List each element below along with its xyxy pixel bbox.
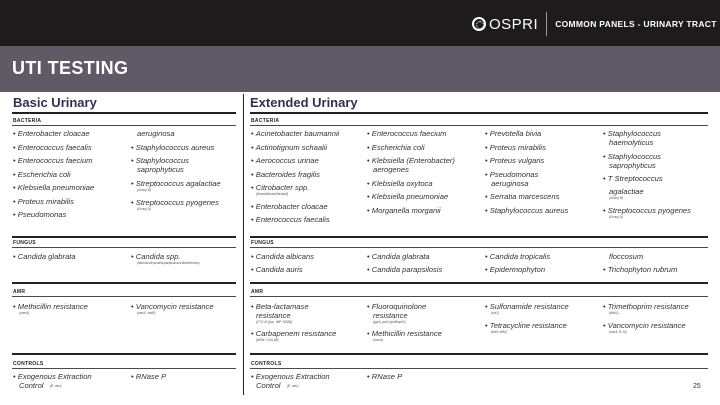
list-item: • Escherichia coli <box>367 143 425 152</box>
list-item: • Escherichia coli <box>13 170 71 179</box>
extended-controls-rule <box>250 368 708 369</box>
list-item: • Vancomycin resistance <box>603 321 686 330</box>
extended-fungus-label: FUNGUS <box>251 240 274 246</box>
item-note: (vanA, B, M) <box>609 330 627 334</box>
list-item: • Epidermophyton <box>485 265 545 274</box>
list-item: • Enterococcus faecalis <box>251 215 330 224</box>
list-item: • Staphylococcus aureus <box>131 143 214 152</box>
list-item-continuation: Control <box>256 381 281 390</box>
title-bar <box>0 46 720 92</box>
basic-fungus-label: FUNGUS <box>13 240 36 246</box>
item-note: (Group A) <box>137 207 151 211</box>
list-item: • Streptococcus pyogenes <box>603 206 691 215</box>
item-note: (CTX-M (kpc, IMP, NDM)) <box>256 320 293 324</box>
list-item: • Sulfonamide resistance <box>485 302 569 311</box>
item-note: (vanA, vanB) <box>137 311 156 315</box>
list-item: • Actinotignum schaalii <box>251 143 327 152</box>
basic-controls-top-rule <box>12 353 236 355</box>
list-item: • Candida albicans <box>251 252 314 261</box>
list-item-continuation: Control <box>19 381 44 390</box>
panel-title: COMMON PANELS - URINARY TRACT <box>555 19 717 29</box>
list-item-continuation: resistance <box>256 311 291 320</box>
list-item: • Methicillin resistance <box>13 302 88 311</box>
list-item-continuation: agalactiae <box>609 187 644 196</box>
basic-controls-rule <box>12 368 236 369</box>
item-note: (Group B) <box>609 196 623 200</box>
list-item-continuation: aeruginosa <box>491 179 529 188</box>
list-item: • Streptococcus pyogenes <box>131 198 219 207</box>
top-bar <box>0 0 720 46</box>
list-item: • Candida auris <box>251 265 303 274</box>
list-item-continuation: saprophyticus <box>609 161 656 170</box>
basic-fungus-rule <box>12 247 236 248</box>
list-item: • Acinetobacter baumannii <box>251 129 339 138</box>
list-item: • Candida parapsilosis <box>367 265 442 274</box>
list-item: • Pseudomonas <box>13 210 66 219</box>
list-item-continuation: floccosum <box>609 252 644 261</box>
basic-bacteria-label: BACTERIA <box>13 118 42 124</box>
extended-bacteria-rule <box>250 125 708 126</box>
item-note: (freundii/koseri/braakii) <box>256 192 289 196</box>
item-note: (B. atro) <box>50 384 62 388</box>
brand <box>472 14 717 34</box>
list-item-continuation: aeruginosa <box>137 129 175 138</box>
list-item: • Serratia marcescens <box>485 192 559 201</box>
extended-fungus-rule <box>250 247 708 248</box>
basic-amr-rule <box>12 296 236 297</box>
header-divider <box>546 12 547 36</box>
basic-bacteria-rule <box>12 125 236 126</box>
list-item: • Proteus vulgaris <box>485 156 544 165</box>
list-item: • Methicillin resistance <box>367 329 442 338</box>
list-item-continuation: haemolyticus <box>609 138 654 147</box>
list-item: • Pseudomonas <box>485 170 538 179</box>
list-item: • Vancomycin resistance <box>131 302 214 311</box>
list-item: • Candida glabrata <box>13 252 76 261</box>
item-note: (gyrA, parC/qnrB/qnrS) <box>373 320 406 324</box>
item-note: (tetA, tetM) <box>491 330 507 334</box>
item-note: (sul1) <box>491 311 499 315</box>
list-item: • Bacteroides fragilis <box>251 170 320 179</box>
item-note: (B. atro) <box>287 384 299 388</box>
extended-amr-rule <box>250 296 708 297</box>
list-item: • RNase P <box>367 372 402 381</box>
item-note: (dfrA1) <box>609 311 619 315</box>
list-item: • Streptococcus agalactiae <box>131 179 221 188</box>
item-note: (mecA) <box>19 311 30 315</box>
extended-heading-rule <box>250 112 708 114</box>
list-item: • Klebsiella (Enterobacter) <box>367 156 455 165</box>
basic-fungus-top-rule <box>12 236 236 238</box>
page-number: 25 <box>693 383 701 390</box>
extended-heading: Extended Urinary <box>250 95 358 110</box>
list-item: • Prevotella bivia <box>485 129 541 138</box>
list-item: • Candida tropicalis <box>485 252 550 261</box>
list-item: • Enterococcus faecium <box>367 129 447 138</box>
list-item: • Proteus mirabilis <box>13 197 74 206</box>
extended-amr-label: AMR <box>251 289 264 295</box>
list-item: • Enterococcus faecium <box>13 156 93 165</box>
list-item: • Staphylococcus <box>603 152 661 161</box>
brand-name: OSPRI <box>489 15 539 33</box>
list-item: • Enterobacter cloacae <box>13 129 90 138</box>
ospri-logo-icon <box>472 17 486 31</box>
list-item: • Klebsiella pneumoniae <box>367 192 448 201</box>
list-item: • Enterococcus faecalis <box>13 143 92 152</box>
basic-heading-rule <box>12 112 236 114</box>
extended-controls-label: CONTROLS <box>251 361 282 367</box>
list-item: • T Streptococcus <box>603 174 663 183</box>
column-divider <box>243 94 244 395</box>
item-note: (Group B) <box>137 188 151 192</box>
extended-fungus-top-rule <box>250 236 708 238</box>
list-item: • Carbapenem resistance <box>251 329 336 338</box>
list-item: • Trichophyton rubrum <box>603 265 677 274</box>
list-item: • Enterobacter cloacae <box>251 202 328 211</box>
list-item: • Candida spp. <box>131 252 181 261</box>
item-note: (Group A) <box>609 215 623 219</box>
item-note: (albicans/tropicalis/parapsilosis/dubliniensis) <box>137 261 200 265</box>
list-item: • RNase P <box>131 372 166 381</box>
list-item: • Exogenous Extraction <box>251 372 330 381</box>
list-item-continuation: aerogenes <box>373 165 409 174</box>
extended-controls-top-rule <box>250 353 708 355</box>
list-item: • Proteus mirabilis <box>485 143 546 152</box>
list-item: • Trimethoprim resistance <box>603 302 689 311</box>
item-note: (NDM, OXA-48) <box>256 338 279 342</box>
basic-controls-label: CONTROLS <box>13 361 44 367</box>
list-item: • Exogenous Extraction <box>13 372 92 381</box>
list-item: • Beta-lactamase <box>251 302 309 311</box>
list-item: • Staphylococcus aureus <box>485 206 568 215</box>
list-item: • Staphylococcus <box>603 129 661 138</box>
extended-bacteria-label: BACTERIA <box>251 118 280 124</box>
list-item-continuation: resistance <box>373 311 408 320</box>
list-item-continuation: saprophyticus <box>137 165 184 174</box>
list-item: • Klebsiella oxytoca <box>367 179 433 188</box>
list-item: • Klebsiella pneumoniae <box>13 183 94 192</box>
basic-amr-top-rule <box>12 282 236 284</box>
list-item: • Tetracycline resistance <box>485 321 567 330</box>
list-item: • Aerococcus urinae <box>251 156 319 165</box>
extended-amr-top-rule <box>250 282 708 284</box>
list-item: • Morganella morganii <box>367 206 441 215</box>
basic-amr-label: AMR <box>13 289 26 295</box>
page-title: UTI TESTING <box>12 58 129 78</box>
basic-heading: Basic Urinary <box>13 95 97 110</box>
item-note: (mecA) <box>373 338 384 342</box>
list-item: • Fluoroquinolone <box>367 302 426 311</box>
list-item: • Candida glabrata <box>367 252 430 261</box>
list-item: • Staphylococcus <box>131 156 189 165</box>
list-item: • Citrobacter spp. <box>251 183 309 192</box>
